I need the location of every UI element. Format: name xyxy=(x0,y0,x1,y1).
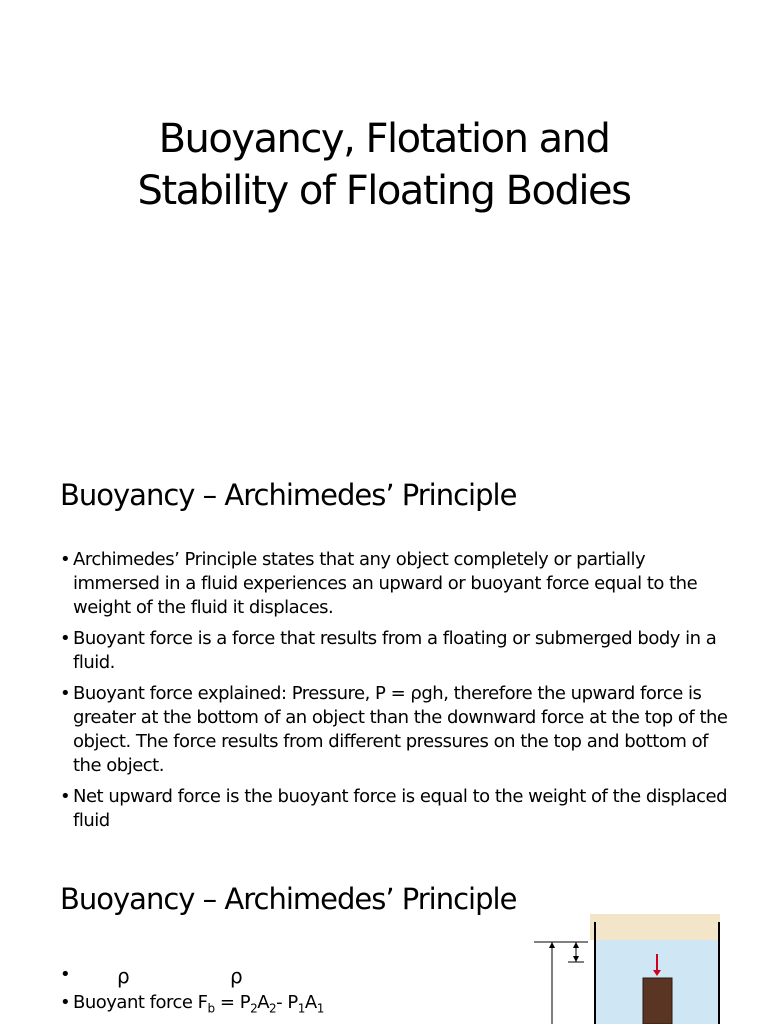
tank-diagram xyxy=(532,912,732,1024)
bullet-dot: • xyxy=(60,992,71,1013)
subscript: 2 xyxy=(269,1001,277,1016)
bullet-item: • Buoyant force is a force that results from a floating or submerged body in a fluid. xyxy=(60,627,728,675)
submerged-block xyxy=(643,978,672,1024)
subscript: b xyxy=(207,1001,215,1016)
bullet-rho-row xyxy=(60,964,243,988)
equation-part: A xyxy=(257,992,270,1013)
small-dimension-arrowhead-up xyxy=(573,942,579,948)
bullet-item: • Net upward force is the buoyant force is equal to the weight of the displaced fluid xyxy=(60,785,728,833)
slide-title-line-2: Stability of Floating Bodies xyxy=(137,168,631,214)
subscript: 2 xyxy=(250,1001,258,1016)
slide-title-line-1: Buoyancy, Flotation and xyxy=(158,116,610,162)
bullet-buoyant-force-equation xyxy=(60,992,324,1016)
depth-arrowhead xyxy=(549,942,555,948)
title-slide xyxy=(0,0,768,440)
buoyant-force-label: Buoyant force F xyxy=(73,992,208,1013)
bullet-item: • Archimedes’ Principle states that any object completely or partially immersed in a fluid experiences an upward or buoyant force equal to the weight of the fluid it displaces. xyxy=(60,548,728,620)
bullet-dot: • xyxy=(60,964,71,985)
slide-heading: Buoyancy – Archimedes’ Principle xyxy=(60,478,517,512)
equation-part: - P xyxy=(276,992,298,1013)
principle-slide xyxy=(0,440,768,852)
subscript: 1 xyxy=(297,1001,305,1016)
small-dimension-arrowhead-down xyxy=(573,956,579,962)
rho-symbol: ρ xyxy=(230,964,243,988)
bullet-item: • Buoyant force explained: Pressure, P = ρgh, therefore the upward force is greater at the bottom of an object than the downward force at the top of the object. The force results from different pressures on the top and bottom of the object. xyxy=(60,682,728,778)
principle-diagram-slide xyxy=(0,852,768,1024)
rho-symbol: ρ xyxy=(117,964,130,988)
bullet-list xyxy=(60,548,728,840)
water-surface-band xyxy=(590,914,720,940)
slide-heading: Buoyancy – Archimedes’ Principle xyxy=(60,882,517,916)
subscript: 1 xyxy=(316,1001,324,1016)
equation-part: A xyxy=(304,992,317,1013)
equation-part: = P xyxy=(214,992,251,1013)
